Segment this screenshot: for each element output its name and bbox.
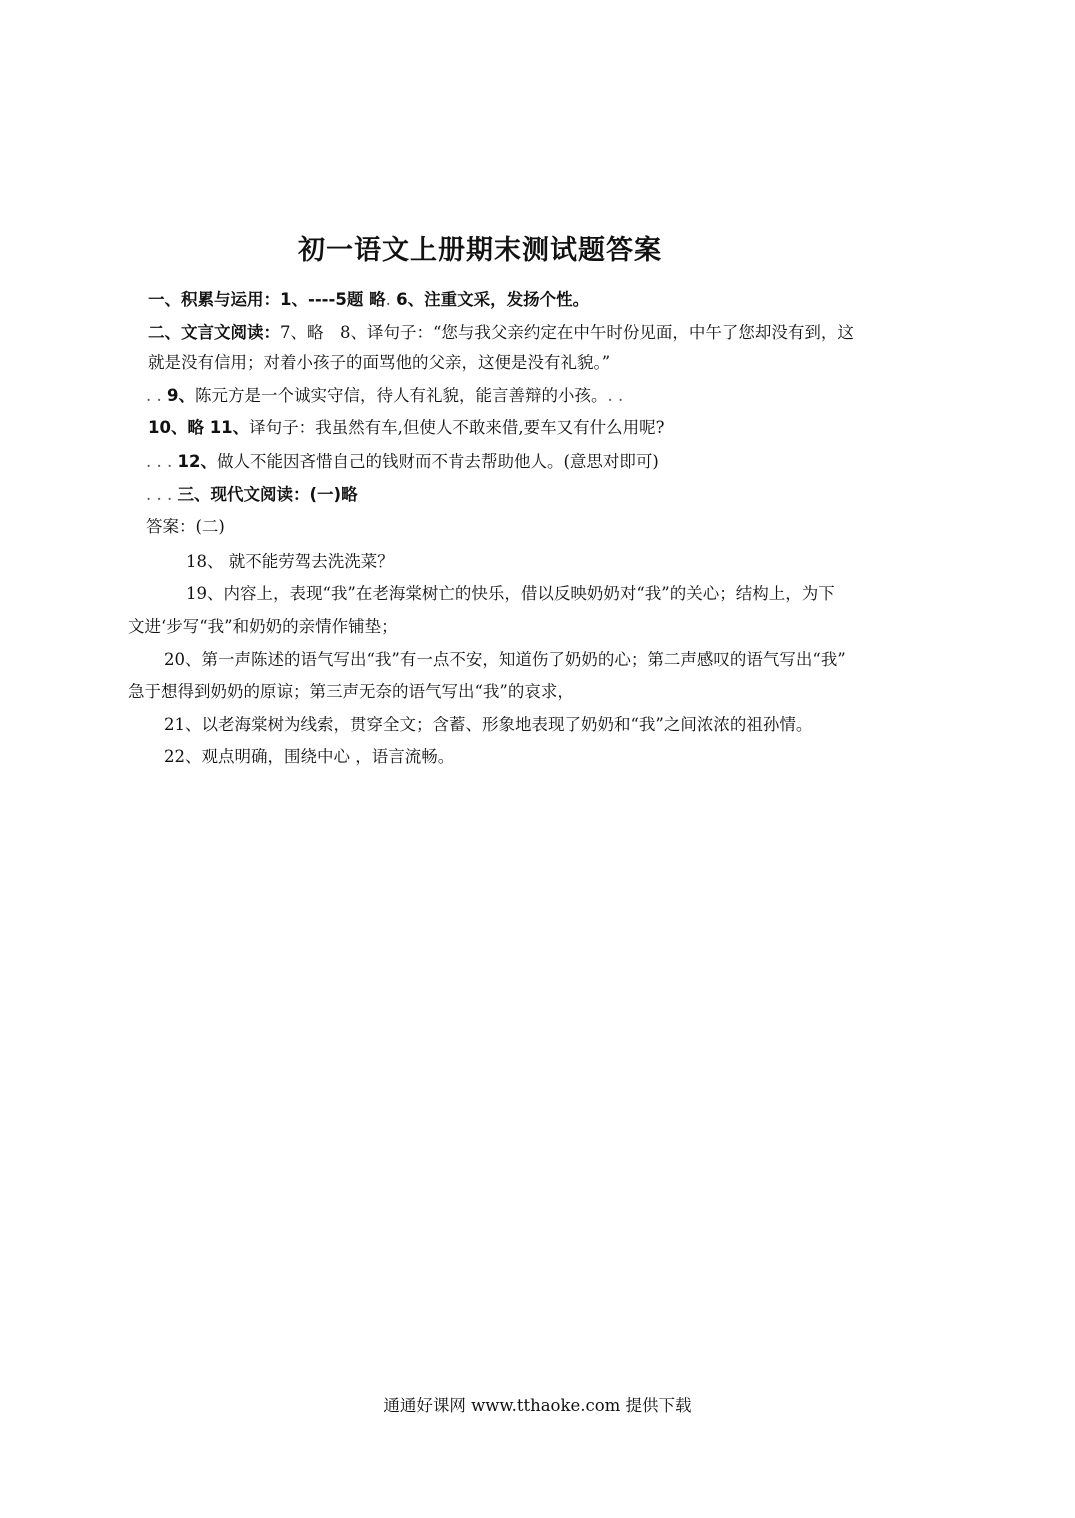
answer-12: 做人不能因吝惜自己的钱财而不肯去帮助他人。(意思对即可) — [216, 452, 659, 471]
answer-7-8: 7、略 8、译句子：“您与我父亲约定在中午时份见面，中午了您却没有到，这 — [280, 323, 854, 342]
dots: . . . — [146, 452, 178, 471]
answer-11: 译句子：我虽然有车,但使人不敢来借,要车又有什么用呢? — [249, 418, 665, 437]
answer-line-10 — [186, 580, 835, 604]
answer-line-5 — [148, 414, 665, 438]
dots: . . — [146, 386, 167, 405]
answer-18: 18、 就不能劳驾去洗洗菜？ — [186, 552, 394, 571]
answer-line-12 — [164, 646, 846, 670]
answer-19: 19、内容上，表现“我”在老海棠树亡的快乐，借以反映奶奶对“我”的关心；结构上，为下 — [186, 584, 835, 603]
question-number-12: 12、 — [177, 452, 217, 471]
answer-line-4 — [146, 382, 623, 406]
answer-heading-2: 答案：(二) — [146, 517, 225, 536]
answer-line-2 — [148, 319, 854, 343]
question-number-10-11: 10、略 11、 — [148, 418, 250, 437]
section-3-label: 三、现代文阅读：(一)略 — [177, 485, 358, 504]
page-title: 初一语文上册期末测试题答案 — [298, 235, 662, 266]
answer-line-6 — [146, 448, 659, 472]
answer-20-continued: 急于想得到奶奶的原谅；第三声无奈的语气写出“我”的哀求， — [128, 682, 574, 701]
answer-line-8 — [146, 513, 225, 537]
answer-line-9 — [186, 548, 394, 572]
answer-line-3 — [148, 349, 610, 373]
section-1-label: 一、积累与运用： — [148, 290, 280, 309]
answer-line-15 — [164, 743, 454, 767]
question-number-9: 9、 — [166, 386, 195, 405]
answer-line-7 — [146, 481, 358, 505]
answer-1-5: 1、----5题 略 — [280, 290, 386, 309]
answer-19-continued: 文进‘步写“我”和奶奶的亲情作铺垫； — [128, 617, 398, 636]
answer-21: 21、以老海棠树为线索，贯穿全文；含蓄、形象地表现了奶奶和“我”之间浓浓的祖孙情。 — [164, 715, 813, 734]
dots: . . — [607, 386, 624, 405]
answer-6: 6、注重文采，发扬个性。 — [396, 290, 590, 309]
answer-line-14 — [164, 711, 812, 735]
answer-8-continued: 就是没有信用；对着小孩子的面骂他的父亲，这便是没有礼貌。” — [148, 353, 611, 372]
dots: . . . — [146, 485, 178, 504]
dots: . — [385, 290, 397, 309]
footer-credit: 通通好课网 www.tthaoke.com 提供下载 — [383, 1396, 692, 1415]
section-2-label: 二、文言文阅读： — [148, 323, 280, 342]
answer-line-11 — [128, 613, 398, 637]
answer-line-1 — [148, 286, 589, 310]
answer-20: 20、第一声陈述的语气写出“我”有一点不安，知道伤了奶奶的心；第二声感叹的语气写出“我” — [164, 650, 846, 669]
answer-9: 陈元方是一个诚实守信，待人有礼貌，能言善辩的小孩。 — [194, 386, 608, 405]
answer-22: 22、观点明确，围绕中心 ，语言流畅。 — [164, 747, 455, 766]
answer-line-13 — [128, 678, 574, 702]
